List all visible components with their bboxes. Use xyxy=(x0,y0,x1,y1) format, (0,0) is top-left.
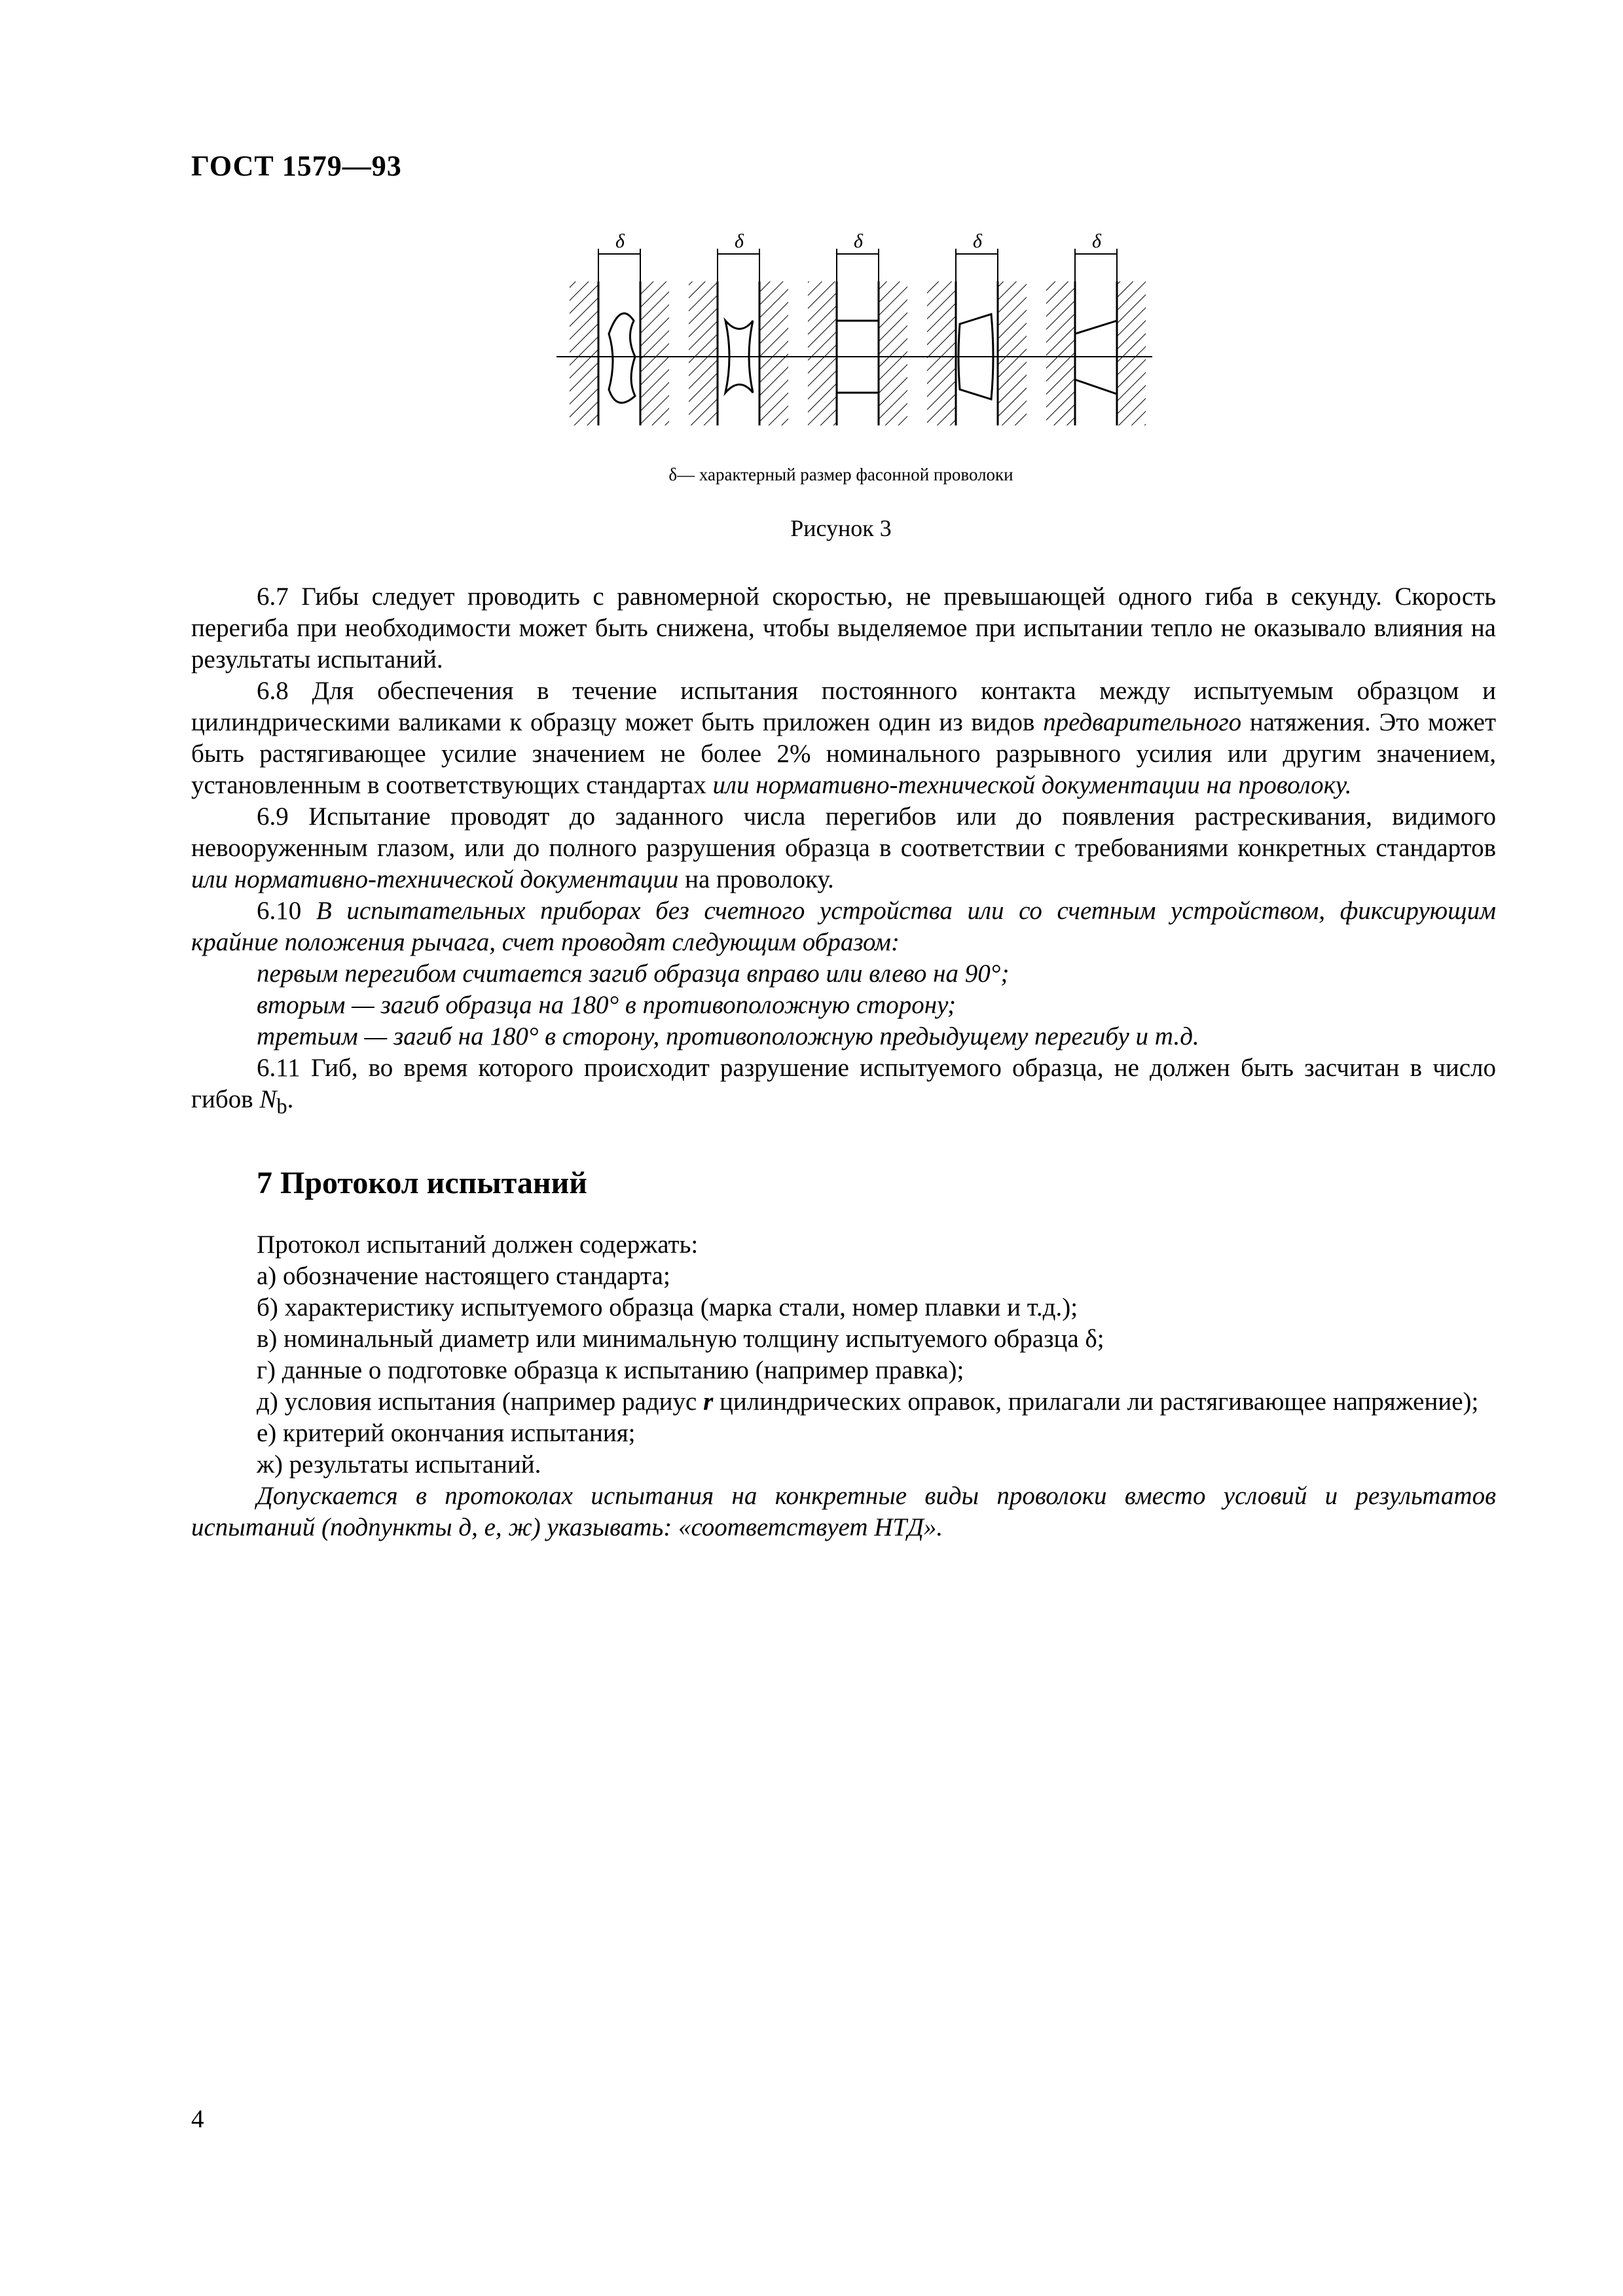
section-6-body xyxy=(191,581,1496,1122)
delta-label: δ xyxy=(615,230,625,252)
document-header: ГОСТ 1579—93 xyxy=(191,150,402,182)
delta-label: δ xyxy=(1092,230,1101,252)
count-rule-1: первым перегибом считается загиб образца вправо или влево на 90°; xyxy=(257,960,1010,988)
paragraph-6-10: 6.10 В испытательных приборах без счетного устройства или со счетным устройством, фиксирующим крайние положения рычага, счет проводят следующим образом: xyxy=(191,897,1496,956)
dimension-marks xyxy=(598,249,1117,281)
figure-caption: δ— характерный размер фасонной проволоки xyxy=(668,465,1013,484)
wire-profile-wavy xyxy=(609,314,635,403)
count-rule-3: третьим — загиб на 180° в сторону, противоположную предыдущему перегибу и т.д. xyxy=(257,1022,1199,1050)
paragraph-6-8: 6.8 Для обеспечения в течение испытания постоянного контакта между испытуемым образцом и цилиндрическими валиками к образцу может быть приложен один из видов предварительного натяжения. Это может быть растягивающее усилие значением не более 2% номинального разрывного усилия или другим значением, установленным в соответствующих стандартах или нормативно-технической документации на проволоку. xyxy=(191,677,1496,799)
section-7-body xyxy=(191,1229,1496,1543)
wire-profiles-figure xyxy=(543,223,1159,445)
delta-label: δ xyxy=(854,230,863,252)
roller-block xyxy=(570,281,1146,425)
figure-title: Рисунок 3 xyxy=(790,515,892,541)
section-7-heading: 7 Протокол испытаний xyxy=(257,1166,587,1200)
paragraph-6-7: 6.7 Гибы следует проводить с равномерной скоростью, не превышающей одного гиба в секунду. Скорость перегиба при необходимости может быть снижена, чтобы выделяемое при испытании тепло не оказывало влияния на результаты испытаний. xyxy=(191,583,1496,673)
protocol-item-v: в) номинальный диаметр или минимальную толщину испытуемого образца δ; xyxy=(257,1325,1104,1353)
delta-label: δ xyxy=(735,230,744,252)
protocol-item-e: е) критерий окончания испытания; xyxy=(257,1419,636,1447)
protocol-item-a: а) обозначение настоящего стандарта; xyxy=(257,1262,670,1290)
delta-label: δ xyxy=(973,230,982,252)
protocol-intro: Протокол испытаний должен содержать: xyxy=(257,1230,699,1259)
protocol-item-b: б) характеристику испытуемого образца (марка стали, номер плавки и т.д.); xyxy=(257,1293,1078,1321)
protocol-item-g: г) данные о подготовке образца к испытанию (например правка); xyxy=(257,1356,964,1384)
protocol-item-d: д) условия испытания (например радиус r цилиндрических оправок, прилагали ли растягивающее напряжение); xyxy=(257,1388,1479,1416)
page-number: 4 xyxy=(191,2105,204,2133)
count-rule-2: вторым — загиб образца на 180° в противоположную сторону; xyxy=(257,991,956,1019)
paragraph-6-11: 6.11 Гиб, во время которого происходит разрушение испытуемого образца, не должен быть засчитан в число гибов $N_b$. xyxy=(191,1054,1496,1119)
protocol-note: Допускается в протоколах испытания на конкретные виды проволоки вместо условий и результатов испытаний (подпункты д, е, ж) указывать: «соответствует НТД». xyxy=(191,1482,1496,1541)
paragraph-6-9: 6.9 Испытание проводят до заданного числа перегибов или до появления растрескивания, видимого невооруженным глазом, или до полного разрушения образца в соответствии с требованиями конкретных стандартов или нормативно-технической документации на проволоку. xyxy=(191,802,1496,893)
protocol-item-zh: ж) результаты испытаний. xyxy=(257,1450,541,1479)
